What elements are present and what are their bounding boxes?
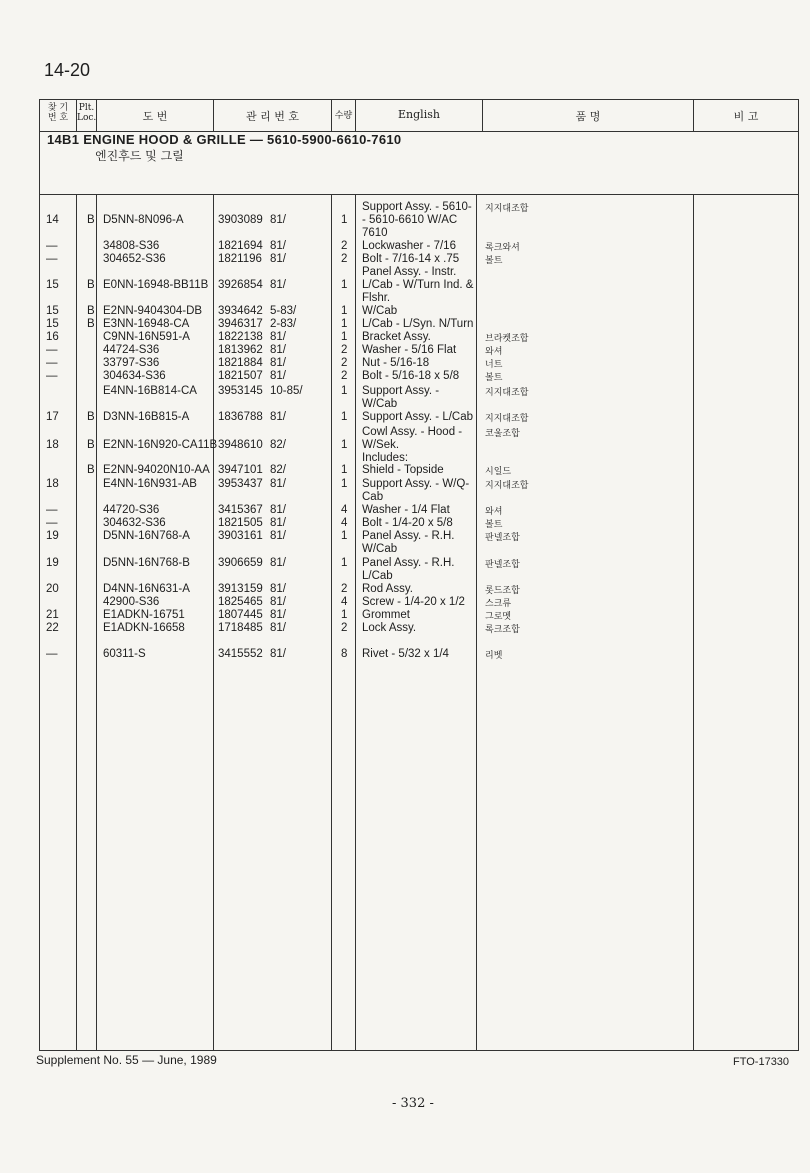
korean-name: 록크와셔 xyxy=(485,243,520,253)
part-number: E2NN-16N920-CA11B xyxy=(103,439,218,451)
quantity: 1 xyxy=(341,385,348,397)
management-number: 1718485 xyxy=(218,622,263,634)
header-mgmt: 관 리 번 호 xyxy=(246,110,299,123)
quantity: 1 xyxy=(341,411,348,423)
col-rule xyxy=(476,194,477,1051)
plant-location: B xyxy=(87,318,95,330)
ref-number: 16 xyxy=(46,331,59,343)
korean-name: 코울조합 xyxy=(485,429,520,439)
korean-name: 지지대조합 xyxy=(485,414,529,424)
ref-number: 20 xyxy=(46,583,59,595)
part-number: 34808-S36 xyxy=(103,240,160,252)
korean-name: 리벳 xyxy=(485,651,503,661)
korean-name: 스크류 xyxy=(485,599,512,609)
effectivity-code: 81/ xyxy=(270,596,286,608)
english-description: Panel Assy. - Instr. xyxy=(362,266,457,278)
quantity: 1 xyxy=(341,305,348,317)
header-plt-line2: Loc. xyxy=(77,113,97,123)
english-description: Bolt - 7/16-14 x .75 xyxy=(362,253,460,265)
part-number: 44724-S36 xyxy=(103,344,160,356)
ref-number: — xyxy=(46,517,58,529)
ref-number: 17 xyxy=(46,411,59,423)
management-number: 1813962 xyxy=(218,344,263,356)
quantity: 1 xyxy=(341,279,348,291)
quantity: 1 xyxy=(341,464,348,476)
header-name: 품 명 xyxy=(575,110,601,123)
english-description: Lock Assy. xyxy=(362,622,417,634)
effectivity-code: 81/ xyxy=(270,214,286,226)
plant-location: B xyxy=(87,279,95,291)
part-number: D5NN-16N768-B xyxy=(103,557,190,569)
english-description: Lockwasher - 7/16 xyxy=(362,240,456,252)
quantity: 2 xyxy=(341,622,348,634)
part-number: E4NN-16N931-AB xyxy=(103,478,197,490)
korean-name: 지지대조합 xyxy=(485,204,529,214)
english-description: Shield - Topside xyxy=(362,464,444,476)
management-number: 3906659 xyxy=(218,557,263,569)
management-number: 1821694 xyxy=(218,240,263,252)
ref-number: — xyxy=(46,648,58,660)
english-description: W/Cab xyxy=(362,398,398,410)
effectivity-code: 81/ xyxy=(270,411,286,423)
english-description: W/Sek. xyxy=(362,439,400,451)
management-number: 1821884 xyxy=(218,357,263,369)
quantity: 2 xyxy=(341,253,348,265)
plant-location: B xyxy=(87,411,95,423)
section-rule xyxy=(39,194,799,195)
quantity: 1 xyxy=(341,557,348,569)
management-number: 1822138 xyxy=(218,331,263,343)
english-description: L/Cab - L/Syn. N/Turn xyxy=(362,318,474,330)
quantity: 8 xyxy=(341,648,348,660)
korean-name: 와셔 xyxy=(485,507,503,517)
plant-location: B xyxy=(87,464,95,476)
effectivity-code: 81/ xyxy=(270,648,286,660)
effectivity-code: 81/ xyxy=(270,279,286,291)
part-number: D5NN-16N768-A xyxy=(103,530,190,542)
part-number: E3NN-16948-CA xyxy=(103,318,190,330)
effectivity-code: 81/ xyxy=(270,331,286,343)
management-number: 1807445 xyxy=(218,609,263,621)
english-description: Cowl Assy. - Hood - xyxy=(362,426,463,438)
page-number: 14-20 xyxy=(44,60,91,80)
korean-name: 록크조합 xyxy=(485,625,520,635)
korean-name: 볼트 xyxy=(485,373,503,383)
ref-number: 15 xyxy=(46,279,59,291)
ref-number: 22 xyxy=(46,622,59,634)
management-number: 3946317 xyxy=(218,318,263,330)
english-description: L/Cab xyxy=(362,570,393,582)
korean-name: 브라켓조합 xyxy=(485,334,529,344)
effectivity-code: 81/ xyxy=(270,240,286,252)
header-drawing: 도 번 xyxy=(142,110,168,123)
management-number: 3948610 xyxy=(218,439,263,451)
effectivity-code: 81/ xyxy=(270,504,286,516)
part-number: E2NN-9404304-DB xyxy=(103,305,203,317)
english-description: Washer - 5/16 Flat xyxy=(362,344,457,356)
korean-name: 그로멧 xyxy=(485,612,512,622)
english-description: Cab xyxy=(362,491,384,503)
english-description: W/Cab xyxy=(362,305,398,317)
section-title: 14B1 ENGINE HOOD & GRILLE — 5610-5900-6610-7610 xyxy=(47,132,402,147)
english-description: 7610 xyxy=(362,227,388,239)
ref-number: 18 xyxy=(46,439,59,451)
effectivity-code: 81/ xyxy=(270,557,286,569)
quantity: 1 xyxy=(341,530,348,542)
english-description: Rivet - 5/32 x 1/4 xyxy=(362,648,449,660)
effectivity-code: 81/ xyxy=(270,253,286,265)
effectivity-code: 82/ xyxy=(270,464,286,476)
management-number: 3903089 xyxy=(218,214,263,226)
management-number: 3926854 xyxy=(218,279,263,291)
korean-name: 볼트 xyxy=(485,256,503,266)
part-number: E1ADKN-16751 xyxy=(103,609,185,621)
management-number: 1821505 xyxy=(218,517,263,529)
ref-number: 21 xyxy=(46,609,59,621)
col-rule xyxy=(331,194,332,1051)
effectivity-code: 81/ xyxy=(270,344,286,356)
part-number: 42900-S36 xyxy=(103,596,160,608)
quantity: 1 xyxy=(341,439,348,451)
quantity: 2 xyxy=(341,357,348,369)
korean-name: 와셔 xyxy=(485,347,503,357)
header-qty: 수량 xyxy=(334,111,353,121)
effectivity-code: 2-83/ xyxy=(270,318,297,330)
col-rule xyxy=(76,194,77,1051)
quantity: 4 xyxy=(341,596,348,608)
effectivity-code: 10-85/ xyxy=(270,385,303,397)
english-description: Nut - 5/16-18 xyxy=(362,357,430,369)
part-number: D3NN-16B815-A xyxy=(103,411,190,423)
management-number: 3415367 xyxy=(218,504,263,516)
effectivity-code: 81/ xyxy=(270,357,286,369)
part-number: 33797-S36 xyxy=(103,357,160,369)
effectivity-code: 81/ xyxy=(270,609,286,621)
management-number: 3947101 xyxy=(218,464,263,476)
header-remarks: 비 고 xyxy=(733,110,759,123)
header-ref xyxy=(40,103,76,123)
quantity: 1 xyxy=(341,318,348,330)
korean-name: 롯드조합 xyxy=(485,586,520,596)
management-number: 3953145 xyxy=(218,385,263,397)
english-description: Screw - 1/4-20 x 1/2 xyxy=(362,596,465,608)
quantity: 4 xyxy=(341,517,348,529)
effectivity-code: 81/ xyxy=(270,478,286,490)
plant-location: B xyxy=(87,305,95,317)
quantity: 1 xyxy=(341,214,348,226)
korean-name: 판넬조합 xyxy=(485,560,520,570)
col-rule xyxy=(96,194,97,1051)
management-number: 1821196 xyxy=(218,253,262,265)
management-number: 1836788 xyxy=(218,411,263,423)
part-number: 60311-S xyxy=(103,648,146,660)
quantity: 2 xyxy=(341,583,348,595)
quantity: 2 xyxy=(341,344,348,356)
management-number: 3953437 xyxy=(218,478,263,490)
management-number: 1821507 xyxy=(218,370,263,382)
korean-name: 너트 xyxy=(485,360,503,370)
ref-number: 14 xyxy=(46,214,59,226)
ref-number: — xyxy=(46,370,58,382)
management-number: 3415552 xyxy=(218,648,263,660)
ref-number: — xyxy=(46,357,58,369)
management-number: 3903161 xyxy=(218,530,263,542)
english-description: Bolt - 5/16-18 x 5/8 xyxy=(362,370,460,382)
ref-number: 19 xyxy=(46,530,59,542)
col-rule xyxy=(213,194,214,1051)
ref-number: 15 xyxy=(46,318,59,330)
ref-number: 18 xyxy=(46,478,59,490)
korean-name: 볼트 xyxy=(485,520,503,530)
part-number: 304634-S36 xyxy=(103,370,166,382)
quantity: 2 xyxy=(341,240,348,252)
section-subtitle: 엔진후드 및 그릴 xyxy=(95,149,184,163)
part-number: 304652-S36 xyxy=(103,253,166,265)
plant-location: B xyxy=(87,214,95,226)
header-plt xyxy=(77,103,96,123)
english-description: Support Assy. - 5610- xyxy=(362,201,472,213)
part-number: E4NN-16B814-CA xyxy=(103,385,197,397)
english-description: Panel Assy. - R.H. xyxy=(362,530,455,542)
part-number: D5NN-8N096-A xyxy=(103,214,184,226)
col-rule xyxy=(693,194,694,1051)
effectivity-code: 82/ xyxy=(270,439,286,451)
english-description: Bracket Assy. xyxy=(362,331,431,343)
english-description: Washer - 1/4 Flat xyxy=(362,504,450,516)
quantity: 1 xyxy=(341,331,348,343)
management-number: 3934642 xyxy=(218,305,263,317)
header-ref-line2: 번 호 xyxy=(47,113,69,123)
header-plt-line1: Plt. xyxy=(78,103,95,113)
korean-name: 시일드 xyxy=(485,467,512,477)
effectivity-code: 81/ xyxy=(270,517,286,529)
english-description: Support Assy. - xyxy=(362,385,440,397)
ref-number: 19 xyxy=(46,557,59,569)
plant-location: B xyxy=(87,439,95,451)
footer-doc-number: FTO-17330 xyxy=(733,1056,790,1068)
part-number: C9NN-16N591-A xyxy=(103,331,190,343)
english-description: Bolt - 1/4-20 x 5/8 xyxy=(362,517,453,529)
english-description: Rod Assy. xyxy=(362,583,413,595)
header-english: English xyxy=(398,108,440,121)
quantity: 1 xyxy=(341,478,348,490)
english-description: L/Cab - W/Turn Ind. & xyxy=(362,279,474,291)
effectivity-code: 81/ xyxy=(270,370,286,382)
effectivity-code: 81/ xyxy=(270,622,286,634)
ref-number: 15 xyxy=(46,305,59,317)
effectivity-code: 81/ xyxy=(270,530,286,542)
header-ref-line1: 찾 기 xyxy=(47,103,69,113)
footer-supplement: Supplement No. 55 — June, 1989 xyxy=(36,1053,217,1067)
ref-number: — xyxy=(46,240,58,252)
ref-number: — xyxy=(46,504,58,516)
part-number: D4NN-16N631-A xyxy=(103,583,190,595)
english-description: Includes: xyxy=(362,452,409,464)
footer-page-number: - 332 - xyxy=(392,1096,434,1111)
part-number: E2NN-94020N10-AA xyxy=(103,464,210,476)
quantity: 2 xyxy=(341,370,348,382)
korean-name: 판넬조합 xyxy=(485,533,520,543)
english-description: Support Assy. - W/Q- xyxy=(362,478,470,490)
korean-name: 지지대조합 xyxy=(485,388,529,398)
english-description: Panel Assy. - R.H. xyxy=(362,557,455,569)
english-description: Grommet xyxy=(362,609,410,621)
ref-number: — xyxy=(46,344,58,356)
ref-number: — xyxy=(46,253,58,265)
part-number: 44720-S36 xyxy=(103,504,160,516)
english-description: Flshr. xyxy=(362,292,391,304)
col-rule xyxy=(355,194,356,1051)
quantity: 4 xyxy=(341,504,348,516)
part-number: E1ADKN-16658 xyxy=(103,622,185,634)
part-number: 304632-S36 xyxy=(103,517,166,529)
management-number: 1825465 xyxy=(218,596,263,608)
effectivity-code: 81/ xyxy=(270,583,286,595)
english-description: W/Cab xyxy=(362,543,398,555)
quantity: 1 xyxy=(341,609,348,621)
effectivity-code: 5-83/ xyxy=(270,305,297,317)
korean-name: 지지대조합 xyxy=(485,481,529,491)
part-number: E0NN-16948-BB11B xyxy=(103,279,209,291)
english-description: - 5610-6610 W/AC xyxy=(362,214,458,226)
english-description: Support Assy. - L/Cab xyxy=(362,411,474,423)
management-number: 3913159 xyxy=(218,583,263,595)
